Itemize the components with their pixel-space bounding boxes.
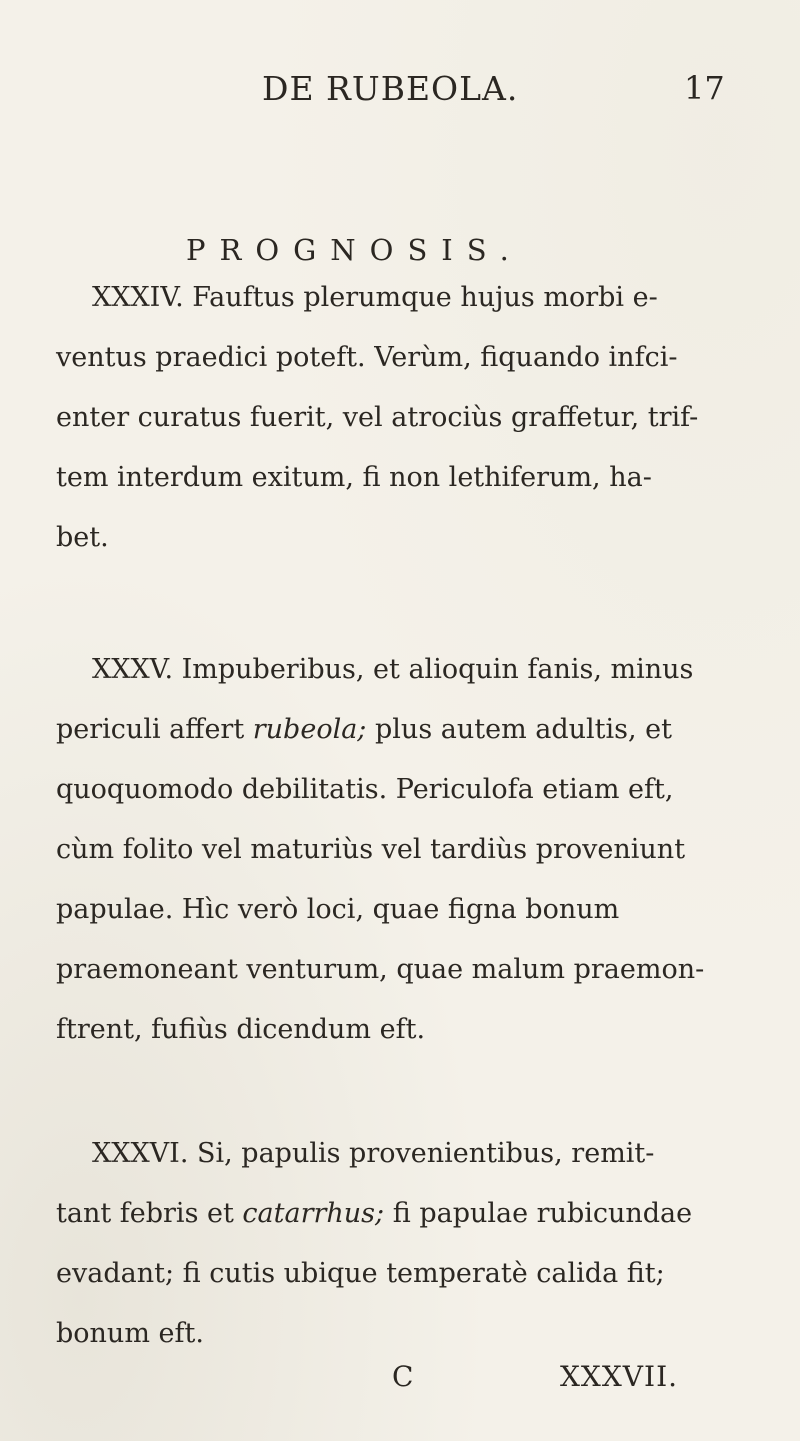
text-segment: tant febris et — [56, 1198, 243, 1229]
text-segment: plus autem adultis, et — [366, 714, 672, 745]
text-line: bet. — [56, 522, 109, 553]
page-header — [0, 63, 800, 113]
text-line: XXXV. Impuberibus, et alioquin fanis, minus — [92, 654, 694, 685]
italic-term: catarrhus; — [242, 1198, 385, 1229]
running-title: DE RUBEOLA. — [262, 69, 519, 108]
catchword: XXXVII. — [560, 1360, 679, 1393]
text-line: bonum eft. — [56, 1318, 204, 1349]
text-line: ftrent, fufiùs dicendum eft. — [56, 1014, 426, 1045]
paragraph-xxxiv — [56, 268, 756, 568]
text-line: praemoneant venturum, quae malum praemon- — [56, 954, 705, 985]
page-footer — [0, 1360, 800, 1410]
signature-mark: C — [392, 1360, 414, 1393]
text-line: tem interdum exitum, fi non lethiferum, ha- — [56, 462, 652, 493]
section-heading: PROGNOSIS. — [186, 233, 523, 267]
text-line: evadant; fi cutis ubique temperatè calida fit; — [56, 1258, 665, 1289]
text-line: ventus praedici poteft. Verùm, fiquando infci- — [56, 342, 678, 373]
page-number: 17 — [684, 69, 725, 107]
text-segment: fi papulae rubicundae — [384, 1198, 693, 1229]
text-line — [56, 1184, 756, 1244]
text-line: quoquomodo debilitatis. Periculofa etiam eft, — [56, 774, 674, 805]
text-line: enter curatus fuerit, vel atrociùs graffetur, trif- — [56, 402, 699, 433]
paragraph-xxxv — [56, 640, 756, 1060]
text-line: cùm folito vel maturiùs vel tardiùs proveniunt — [56, 834, 686, 865]
text-line: papulae. Hìc verò loci, quae figna bonum — [56, 894, 620, 925]
paragraph-xxxvi — [56, 1124, 756, 1364]
text-segment: periculi affert — [56, 714, 253, 745]
text-line: XXXVI. Si, papulis provenientibus, remit- — [92, 1138, 655, 1169]
text-line: XXXIV. Fauftus plerumque hujus morbi e- — [92, 282, 658, 313]
italic-term: rubeola; — [252, 714, 367, 745]
text-line — [56, 700, 756, 760]
